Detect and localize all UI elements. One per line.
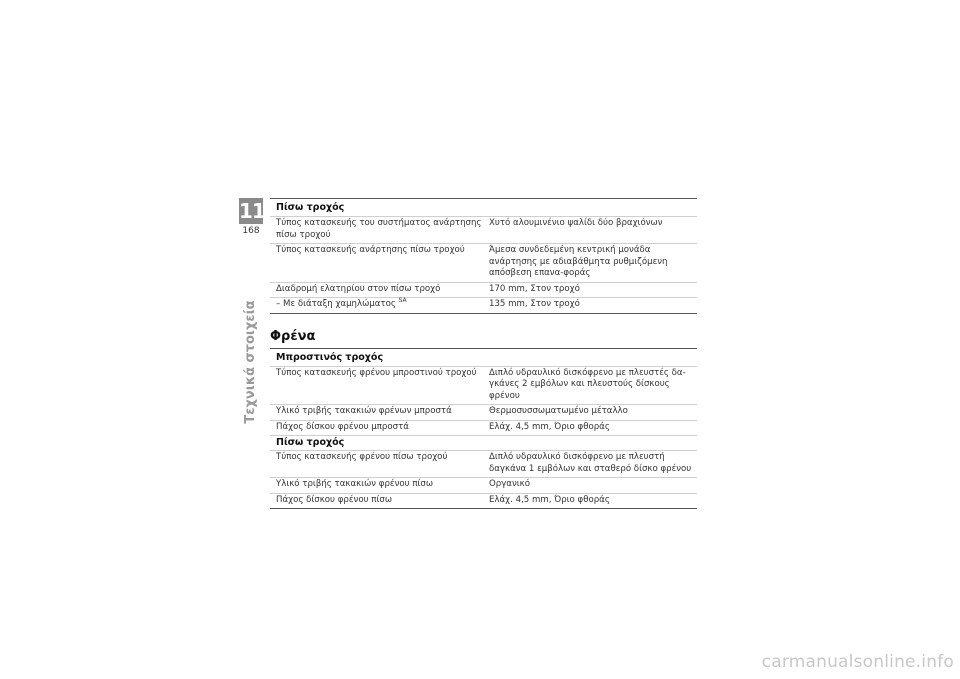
row-value: 135 mm, Στον τροχό	[489, 299, 580, 309]
table-row	[270, 282, 697, 298]
row-value: Θερμοσυσσωματωμένο μέταλλο	[489, 406, 628, 416]
sa-superscript: SA	[398, 297, 407, 305]
chapter-side-title	[243, 300, 258, 424]
table-row	[270, 243, 697, 282]
row-label: Τύπος κατασκευής ανάρτησης πίσω τροχού	[276, 245, 465, 255]
rear-brake-heading: Πίσω τροχός	[270, 435, 697, 450]
page-content	[270, 198, 697, 509]
brakes-table	[270, 348, 697, 510]
row-label: Τύπος κατασκευής φρένου πίσω τροχού	[276, 452, 448, 462]
table-row	[270, 450, 697, 477]
table-row	[270, 216, 697, 243]
row-value: Άμεσα συνδεδεμένη κεντρική μονάδα ανάρτησης με αδιαβάθμητα ρυθμιζόμενη απόσβεση επανα-φοράς	[489, 245, 668, 278]
table-row	[270, 404, 697, 420]
row-label: Τύπος κατασκευής φρένου μπροστινού τροχού	[276, 367, 477, 378]
front-wheel-heading: Μπροστινός τροχός	[276, 351, 384, 363]
sa-label: Με διάταξη χαμηλώματος	[283, 299, 396, 309]
watermark: carmanualsonline.info	[761, 652, 954, 672]
page-number: 168	[242, 226, 260, 236]
row-value: Χυτό αλουμινένιο ψαλίδι δύο βραχιόνων	[489, 218, 663, 228]
row-value: Διπλό υδραυλικό δισκόφρενο με πλευστές δα-γκάνες 2 εμβόλων και πλευστούς δίσκους φρένου	[489, 367, 686, 401]
table-row	[270, 493, 697, 510]
rear-wheel-table	[270, 198, 697, 314]
row-value: 170 mm, Στον τροχό	[489, 283, 580, 294]
row-label: Υλικό τριβής τακακιών φρένων μπροστά	[276, 406, 452, 416]
chapter-tab	[239, 198, 263, 237]
table-row	[270, 477, 697, 493]
chapter-number: 11	[239, 199, 265, 223]
table-row	[270, 297, 697, 314]
row-label: Πάχος δίσκου φρένου πίσω	[276, 494, 393, 505]
row-label: Τύπος κατασκευής του συστήματος ανάρτησης πίσω τροχού	[276, 218, 482, 240]
chapter-title-text: Τεχνικά στοιχεία	[243, 300, 258, 424]
row-value: Ελάχ. 4,5 mm, Όριο φθοράς	[489, 421, 610, 432]
dash-prefix: –	[276, 299, 281, 309]
row-label: Πάχος δίσκου φρένου μπροστά	[276, 421, 409, 432]
brakes-heading: Φρένα	[270, 328, 316, 344]
table-row	[270, 420, 697, 436]
row-label	[270, 298, 486, 313]
rear-wheel-heading: Πίσω τροχός	[276, 202, 345, 213]
row-label: Υλικό τριβής τακακιών φρένου πίσω	[276, 479, 434, 489]
row-label: Διαδρομή ελατηρίου στον πίσω τροχό	[276, 283, 441, 294]
row-value: Διπλό υδραυλικό δισκόφρενο με πλευστή δαγκάνα 1 εμβόλων και σταθερό δίσκο φρένου	[489, 452, 692, 474]
row-value: Ελάχ. 4,5 mm, Όριο φθοράς	[489, 494, 610, 505]
table-row	[270, 366, 697, 405]
row-value: Οργανικό	[489, 479, 531, 489]
